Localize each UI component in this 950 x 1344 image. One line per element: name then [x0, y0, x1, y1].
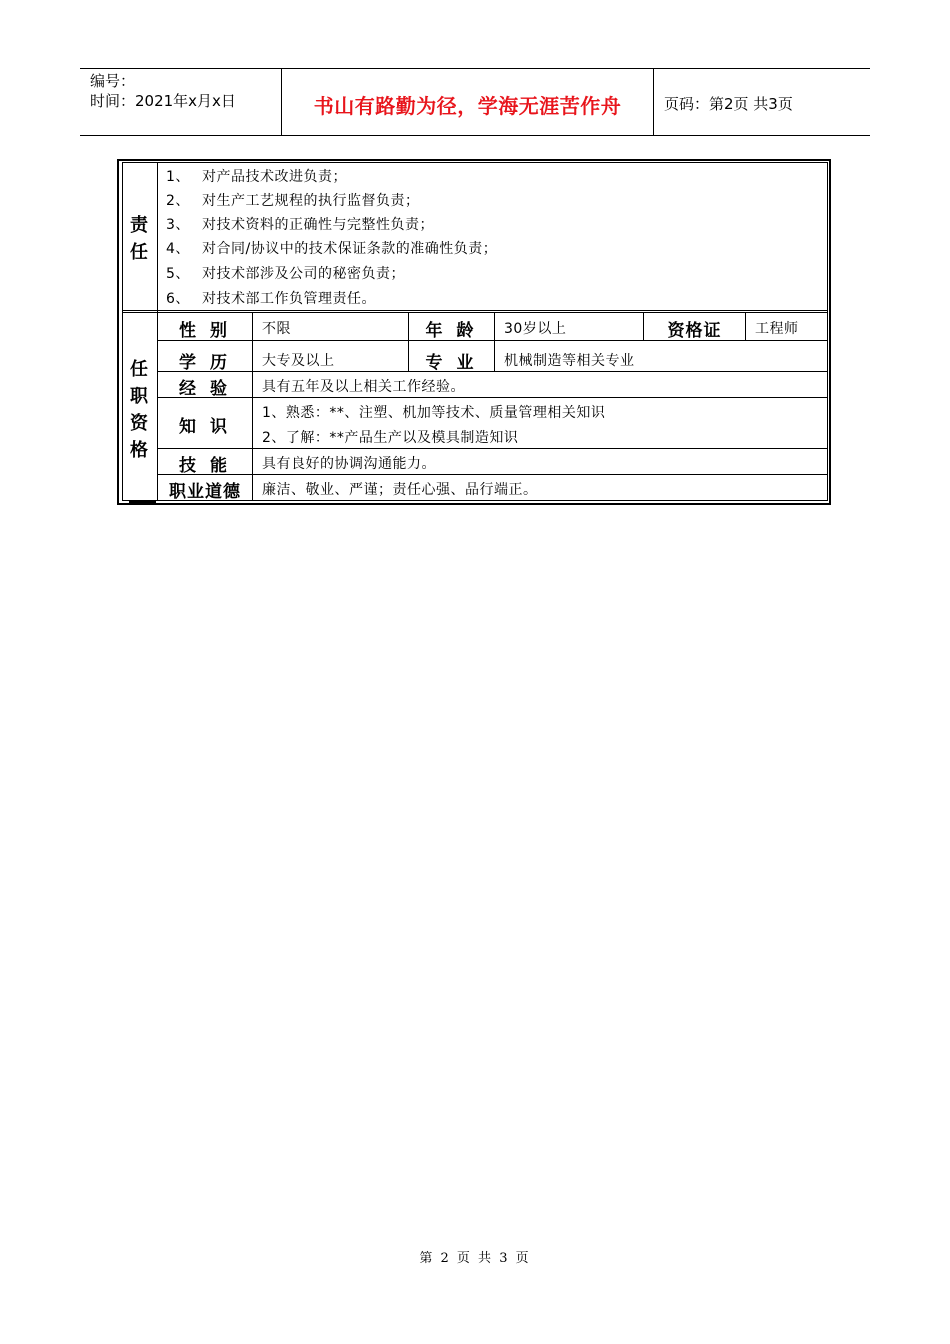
header-bottom-rule — [80, 135, 870, 136]
row-divider — [157, 397, 828, 398]
qualification-side-label — [121, 356, 157, 464]
duty-item — [166, 166, 347, 188]
duty-item — [166, 190, 420, 212]
header-top-rule — [80, 68, 870, 69]
knowledge-label: 知 识 — [179, 417, 231, 437]
education-label: 学 历 — [179, 353, 231, 373]
duty-text: 对合同/协议中的技术保证条款的准确性负责； — [202, 241, 498, 257]
duty-number: 5、 — [166, 266, 190, 282]
side-char: 资 — [130, 413, 148, 434]
duty-number: 3、 — [166, 217, 190, 233]
duty-number: 2、 — [166, 193, 190, 209]
skill-label: 技 能 — [179, 456, 231, 476]
side-char: 职 — [130, 386, 148, 407]
label-column-divider — [252, 313, 253, 501]
side-char: 格 — [130, 440, 148, 461]
duty-number: 4、 — [166, 241, 190, 257]
age-value: 30岁以上 — [504, 321, 567, 337]
side-underline — [129, 501, 156, 503]
gender-label: 性 别 — [179, 321, 231, 341]
gender-value: 不限 — [262, 321, 291, 337]
education-value: 大专及以上 — [262, 353, 335, 369]
responsibility-side-label — [121, 212, 157, 266]
knowledge-item: 2、了解：**产品生产以及模具制造知识 — [262, 430, 519, 446]
cert-value: 工程师 — [755, 321, 799, 337]
duty-item — [166, 238, 497, 260]
side-char: 责 — [130, 215, 148, 236]
duty-number: 1、 — [166, 169, 190, 185]
major-value: 机械制造等相关专业 — [504, 353, 635, 369]
header-motto: 书山有路勤为径，学海无涯苦作舟 — [313, 94, 622, 118]
section-divider — [122, 310, 828, 313]
code-label: 编号： — [90, 72, 136, 90]
side-char: 任 — [130, 359, 148, 380]
duty-text: 对技术资料的正确性与完整性负责； — [202, 217, 434, 233]
header-page-number: 页码：第2页 共3页 — [664, 95, 793, 113]
header-divider-right — [653, 68, 654, 135]
column-divider — [494, 313, 495, 371]
footer-page-number: 第 2 页 共 3 页 — [419, 1251, 531, 1266]
duty-text: 对生产工艺规程的执行监督负责； — [202, 193, 420, 209]
major-label: 专 业 — [425, 353, 478, 373]
side-char: 任 — [130, 242, 148, 263]
duty-item — [166, 214, 434, 236]
duty-item — [166, 263, 405, 285]
duty-item — [166, 288, 376, 310]
column-divider — [745, 313, 746, 340]
cert-label: 资格证 — [667, 321, 722, 341]
knowledge-item: 1、熟悉：**、注塑、机加等技术、质量管理相关知识 — [262, 405, 606, 421]
duty-text: 对产品技术改进负责； — [202, 169, 347, 185]
ethics-label: 职业道德 — [169, 482, 241, 502]
time-text: 时间：2021年x月x日 — [90, 92, 236, 110]
experience-value: 具有五年及以上相关工作经验。 — [262, 379, 465, 395]
duty-number: 6、 — [166, 291, 190, 307]
experience-label: 经 验 — [179, 379, 231, 399]
duty-text: 对技术部涉及公司的秘密负责； — [202, 266, 405, 282]
ethics-value: 廉洁、敬业、严谨；责任心强、品行端正。 — [262, 482, 538, 498]
duty-text: 对技术部工作负管理责任。 — [202, 291, 376, 307]
age-label: 年 龄 — [425, 321, 478, 341]
skill-value: 具有良好的协调沟通能力。 — [262, 456, 436, 472]
row-divider — [157, 474, 828, 475]
row-divider — [157, 448, 828, 449]
